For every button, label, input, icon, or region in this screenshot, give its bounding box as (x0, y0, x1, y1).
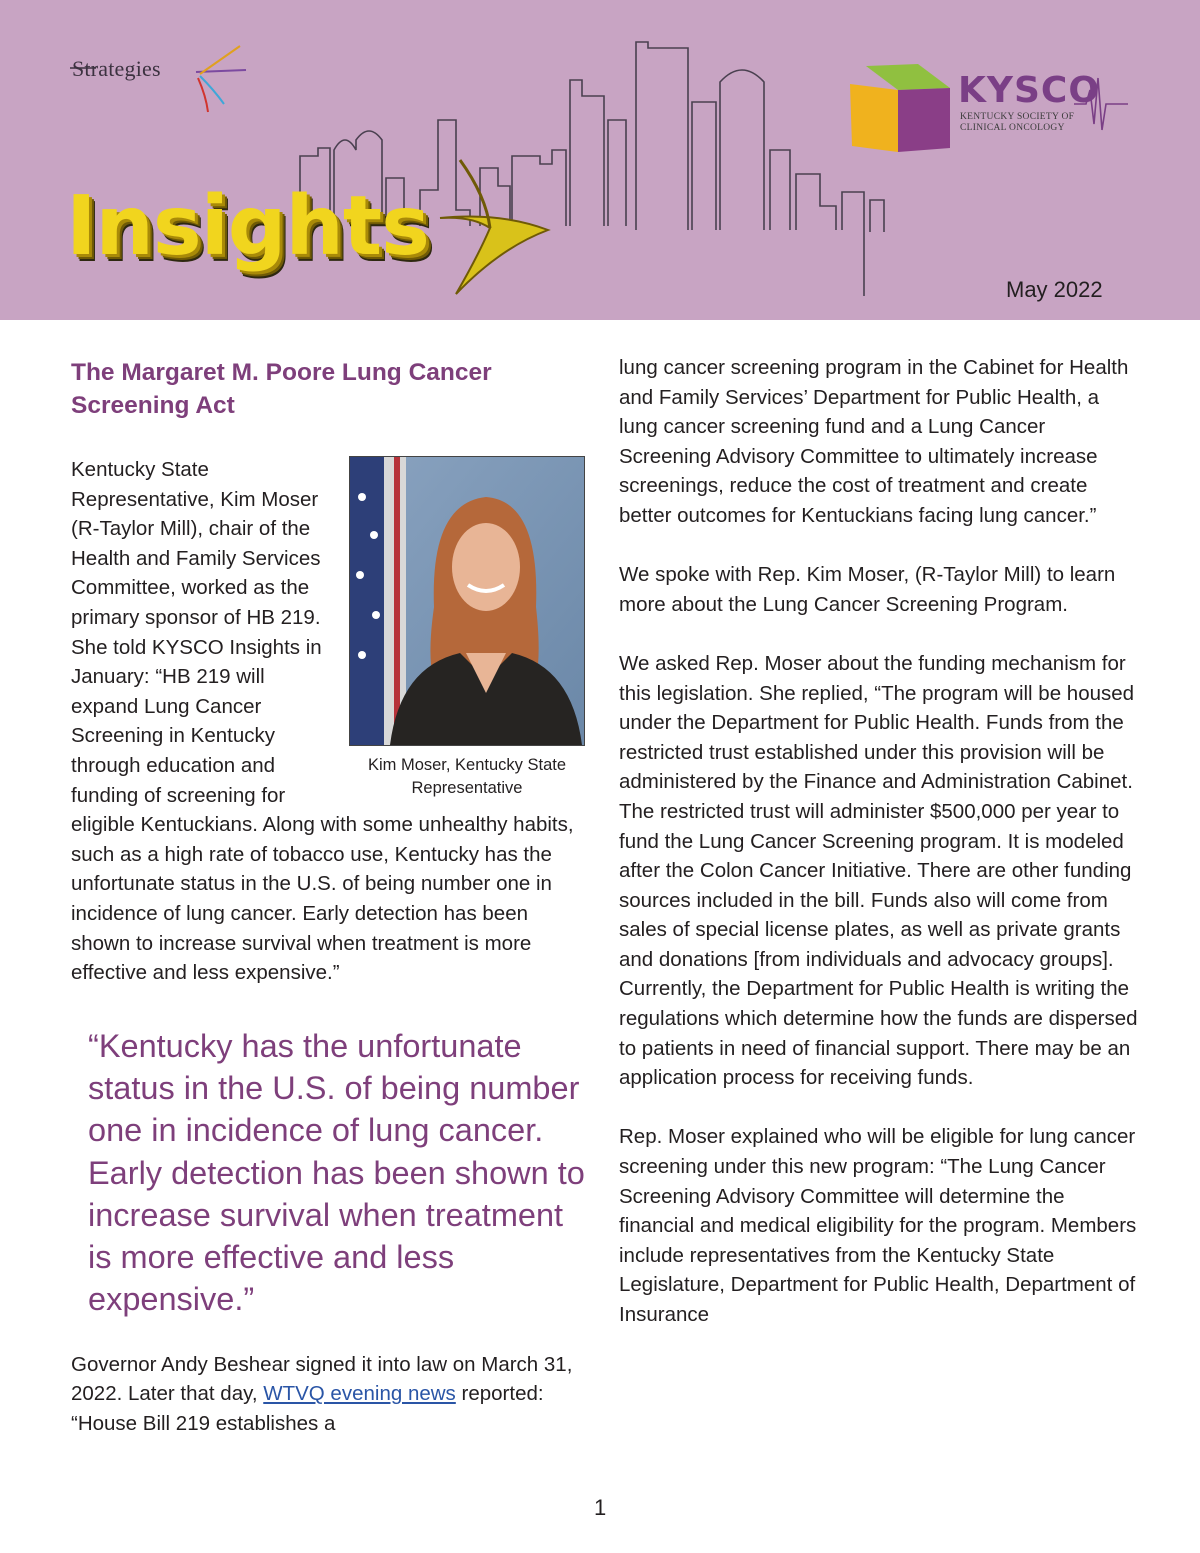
issue-date: May 2022 (1006, 277, 1103, 302)
kysco-cube-logo (850, 64, 950, 152)
intro-paragraph: Kentucky State Representative, Kim Moser (R-Taylor Mill), chair of the Health and Family Services Committee, worked as the primary sponsor of HB 219. She told KYSCO Insights in January: “HB 219 will expand Lung Cancer Screening in Kentucky through education and funding of screening for eligible Kentuckians. Along with some unhealthy habits, such as a high rate of tobacco use, Kentucky has the unfortunate status in the U.S. of being number one in incidence of lung cancer. Early detection has been shown to increase survival when treatment is more effective and less expensive.” (71, 458, 574, 985)
article-title: The Margaret M. Poore Lung Cancer Screening Act (71, 359, 492, 419)
photo-figure (349, 456, 585, 800)
signing-paragraph (71, 1350, 586, 1439)
spoke-paragraph: We spoke with Rep. Kim Moser, (R-Taylor Mill) to learn more about the Lung Cancer Screening Program. (619, 563, 1116, 616)
photo-caption: Kim Moser, Kentucky State Representative (367, 756, 567, 797)
kysco-wordmark: KYSCO (958, 70, 1100, 111)
newsletter-banner (0, 0, 1200, 320)
page-number: 1 (594, 1495, 607, 1520)
continued-paragraph: lung cancer screening program in the Cabinet for Health and Family Services’ Department for Public Health, a lung cancer screening fund and a Lung Cancer Screening Advisory Committee to ultimately increase screenings, reduce the cost of treatment and create better outcomes for Kentuckians facing lung cancer.” (619, 356, 1129, 527)
kysco-subtitle: KENTUCKY SOCIETY OF CLINICAL ONCOLOGY (960, 112, 1075, 133)
intro-paragraph-block (71, 455, 586, 988)
pull-quote: “Kentucky has the unfortunate status in the U.S. of being number one in incidence of lung cancer. Early detection has been shown to increase survival when treatment is more effective and less expensive.” (88, 1027, 585, 1318)
eligibility-paragraph: Rep. Moser explained who will be eligible for lung cancer screening under this new program: “The Lung Cancer Screening Advisory Committee will determine the financial and medical eligibility for the program. Members include representatives from the Kentucky State Legislature, Department for Public Health, Department of Insurance (619, 1125, 1137, 1326)
wtvq-news-link[interactable]: WTVQ evening news (263, 1382, 456, 1406)
reported-text: reported: “House Bill 219 establishes a (71, 1382, 544, 1435)
funding-paragraph: We asked Rep. Moser about the funding mechanism for this legislation. She replied, “The program will be housed under the Department for Public Health. Funds from the restricted trust established under this provision will be administered by the Finance and Administration Cabinet. The restricted trust will administer $500,000 per year to fund the Lung Cancer Screening program. It is modeled after the Colon Cancer Initiative. There are other funding sources included in the bill. Funds also will come from sales of special license plates, as well as private grants and donations [from individuals and advocacy groups]. Currently, the Department for Public Health is writing the regulations which determine how the funds are dispersed to patients in need of financial support. There may be an application process for receiving funds. (619, 651, 1138, 1090)
right-column (619, 353, 1139, 1330)
signing-text: Governor Andy Beshear signed it into law on March 31, 2022. Later that day, (71, 1352, 573, 1406)
strategies-logo-text: Strategies (72, 56, 161, 81)
representative-portrait-photo (349, 456, 585, 746)
left-column (71, 356, 586, 1439)
insights-wordmark: Insights (66, 179, 429, 274)
